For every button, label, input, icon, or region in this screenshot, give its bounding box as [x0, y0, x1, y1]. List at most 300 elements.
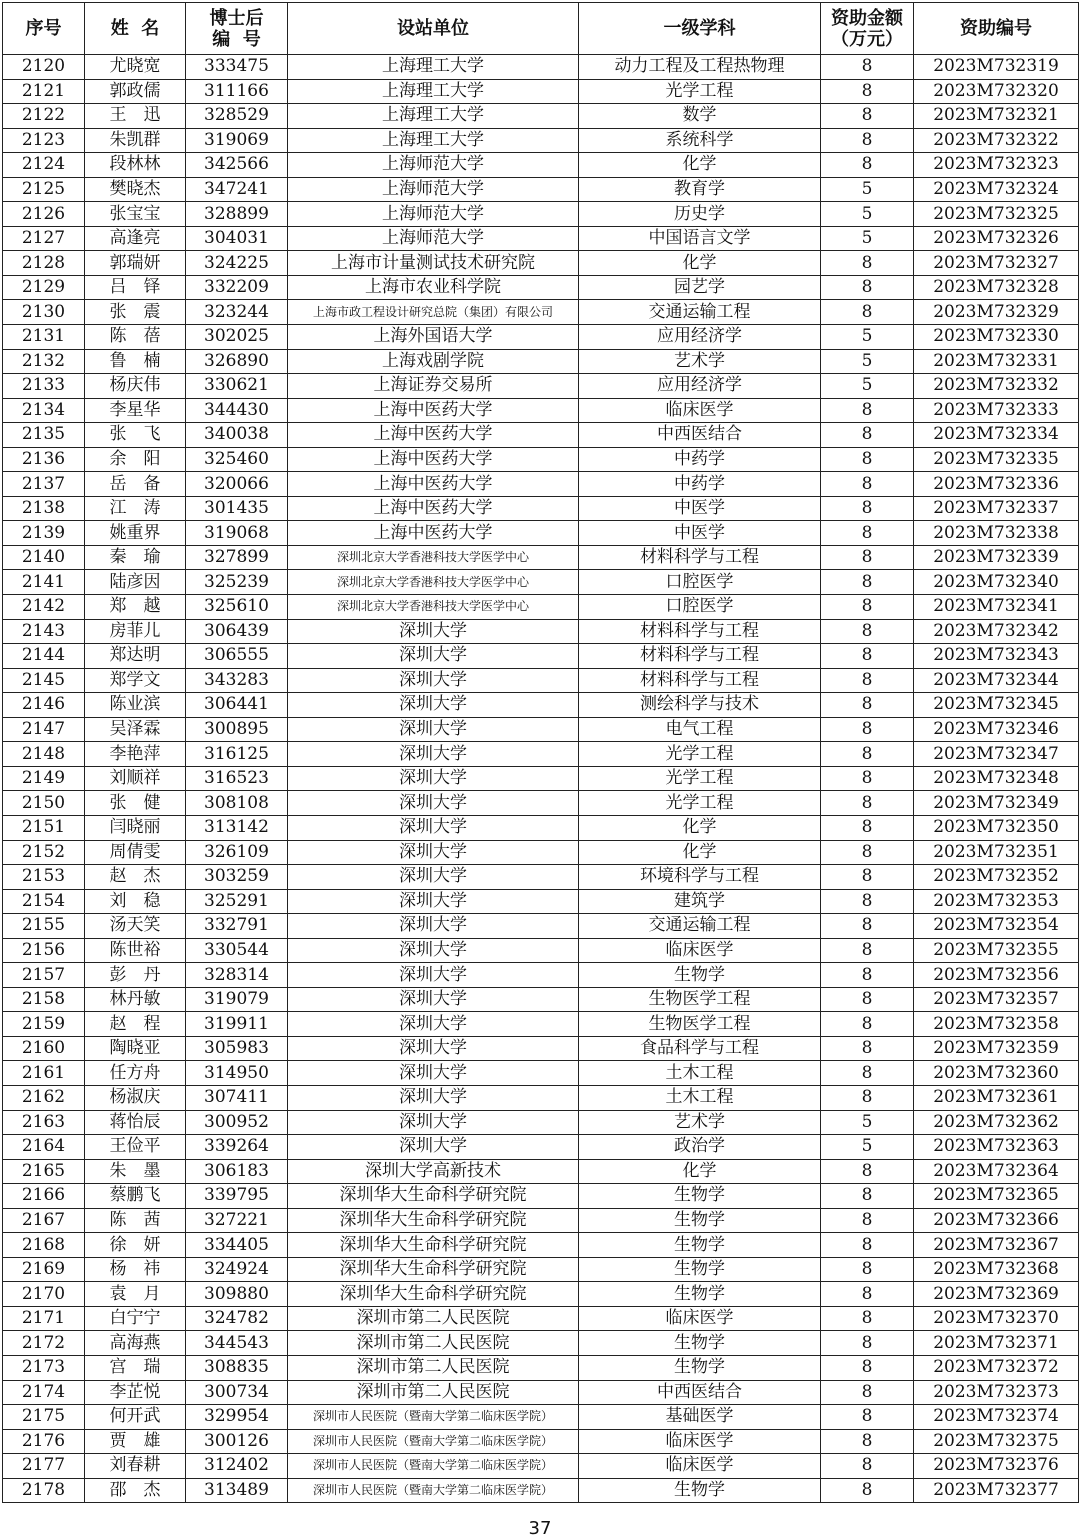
cell-unit: 上海理工大学: [288, 79, 579, 104]
table-row: [3, 815, 1079, 840]
cell-amount: 8: [821, 914, 914, 939]
cell-discipline: 光学工程: [579, 791, 821, 816]
cell-grant-no: 2023M732326: [914, 226, 1079, 251]
cell-name: 闫晓丽: [85, 815, 186, 840]
cell-postdoc-no: 339264: [186, 1135, 288, 1160]
cell-seq: 2172: [3, 1331, 85, 1356]
cell-grant-no: 2023M732348: [914, 766, 1079, 791]
cell-name: 袁 月: [85, 1282, 186, 1307]
cell-seq: 2138: [3, 496, 85, 521]
table-row: [3, 644, 1079, 669]
cell-seq: 2168: [3, 1233, 85, 1258]
cell-postdoc-no: 309880: [186, 1282, 288, 1307]
cell-grant-no: 2023M732327: [914, 251, 1079, 276]
cell-discipline: 生物医学工程: [579, 1012, 821, 1037]
cell-seq: 2149: [3, 766, 85, 791]
cell-name: 郑 越: [85, 595, 186, 620]
cell-grant-no: 2023M732321: [914, 104, 1079, 129]
cell-discipline: 环境科学与工程: [579, 865, 821, 890]
table-row: [3, 398, 1079, 423]
cell-grant-no: 2023M732371: [914, 1331, 1079, 1356]
cell-name: 李艳萍: [85, 742, 186, 767]
cell-amount: 8: [821, 1282, 914, 1307]
cell-unit: 深圳北京大学香港科技大学医学中心: [288, 545, 579, 570]
table-row: [3, 889, 1079, 914]
cell-grant-no: 2023M732367: [914, 1233, 1079, 1258]
cell-postdoc-no: 324225: [186, 251, 288, 276]
header-grant-no: 资助编号: [914, 3, 1079, 55]
table-row: [3, 1331, 1079, 1356]
cell-amount: 8: [821, 275, 914, 300]
cell-unit: 深圳大学高新技术: [288, 1159, 579, 1184]
cell-name: 鲁 楠: [85, 349, 186, 374]
cell-postdoc-no: 324782: [186, 1306, 288, 1331]
cell-postdoc-no: 325291: [186, 889, 288, 914]
table-row: [3, 1257, 1079, 1282]
table-row: [3, 275, 1079, 300]
cell-discipline: 土木工程: [579, 1061, 821, 1086]
cell-seq: 2150: [3, 791, 85, 816]
cell-unit: 上海中医药大学: [288, 423, 579, 448]
cell-grant-no: 2023M732374: [914, 1405, 1079, 1430]
cell-grant-no: 2023M732372: [914, 1355, 1079, 1380]
cell-discipline: 基础医学: [579, 1405, 821, 1430]
cell-postdoc-no: 300126: [186, 1429, 288, 1454]
cell-amount: 8: [821, 1331, 914, 1356]
cell-unit: 深圳华大生命科学研究院: [288, 1233, 579, 1258]
cell-amount: 8: [821, 1306, 914, 1331]
cell-seq: 2144: [3, 644, 85, 669]
cell-unit: 深圳大学: [288, 791, 579, 816]
cell-amount: 8: [821, 1012, 914, 1037]
cell-postdoc-no: 319911: [186, 1012, 288, 1037]
cell-discipline: 生物学: [579, 1478, 821, 1503]
cell-seq: 2129: [3, 275, 85, 300]
cell-unit: 深圳大学: [288, 840, 579, 865]
cell-name: 郑达明: [85, 644, 186, 669]
table-row: [3, 963, 1079, 988]
cell-postdoc-no: 308835: [186, 1355, 288, 1380]
cell-postdoc-no: 306555: [186, 644, 288, 669]
cell-amount: 8: [821, 693, 914, 718]
cell-discipline: 临床医学: [579, 1454, 821, 1479]
cell-amount: 8: [821, 1429, 914, 1454]
cell-seq: 2127: [3, 226, 85, 251]
cell-postdoc-no: 344430: [186, 398, 288, 423]
cell-discipline: 政治学: [579, 1135, 821, 1160]
table-row: [3, 202, 1079, 227]
cell-name: 任方舟: [85, 1061, 186, 1086]
table-row: [3, 1233, 1079, 1258]
cell-postdoc-no: 342566: [186, 153, 288, 178]
table-row: [3, 619, 1079, 644]
table-row: [3, 865, 1079, 890]
table-row: [3, 128, 1079, 153]
cell-discipline: 艺术学: [579, 349, 821, 374]
cell-discipline: 口腔医学: [579, 570, 821, 595]
cell-postdoc-no: 334405: [186, 1233, 288, 1258]
cell-grant-no: 2023M732356: [914, 963, 1079, 988]
cell-name: 林丹敏: [85, 987, 186, 1012]
cell-amount: 5: [821, 1135, 914, 1160]
cell-name: 郑学文: [85, 668, 186, 693]
cell-unit: 上海中医药大学: [288, 496, 579, 521]
cell-postdoc-no: 323244: [186, 300, 288, 325]
cell-discipline: 光学工程: [579, 79, 821, 104]
cell-amount: 8: [821, 496, 914, 521]
cell-name: 陆彦因: [85, 570, 186, 595]
cell-name: 赵 程: [85, 1012, 186, 1037]
cell-name: 张 健: [85, 791, 186, 816]
cell-amount: 8: [821, 766, 914, 791]
cell-name: 贾 雄: [85, 1429, 186, 1454]
cell-name: 杨庆伟: [85, 374, 186, 399]
header-name: 姓 名: [85, 3, 186, 55]
table-row: [3, 840, 1079, 865]
cell-discipline: 生物学: [579, 1257, 821, 1282]
cell-seq: 2165: [3, 1159, 85, 1184]
cell-grant-no: 2023M732344: [914, 668, 1079, 693]
cell-discipline: 化学: [579, 1159, 821, 1184]
cell-postdoc-no: 314950: [186, 1061, 288, 1086]
cell-discipline: 材料科学与工程: [579, 668, 821, 693]
cell-seq: 2121: [3, 79, 85, 104]
cell-discipline: 中西医结合: [579, 423, 821, 448]
table-row: [3, 521, 1079, 546]
cell-amount: 8: [821, 1355, 914, 1380]
cell-postdoc-no: 306183: [186, 1159, 288, 1184]
cell-unit: 上海师范大学: [288, 226, 579, 251]
cell-name: 杨 祎: [85, 1257, 186, 1282]
cell-discipline: 中药学: [579, 472, 821, 497]
cell-unit: 上海市计量测试技术研究院: [288, 251, 579, 276]
cell-grant-no: 2023M732323: [914, 153, 1079, 178]
cell-seq: 2156: [3, 938, 85, 963]
cell-postdoc-no: 347241: [186, 177, 288, 202]
table-row: [3, 104, 1079, 129]
table-row: [3, 349, 1079, 374]
table-row: [3, 570, 1079, 595]
cell-name: 宫 瑞: [85, 1355, 186, 1380]
cell-seq: 2143: [3, 619, 85, 644]
cell-postdoc-no: 333475: [186, 55, 288, 80]
cell-postdoc-no: 343283: [186, 668, 288, 693]
cell-seq: 2164: [3, 1135, 85, 1160]
cell-name: 汤天笑: [85, 914, 186, 939]
cell-unit: 深圳北京大学香港科技大学医学中心: [288, 595, 579, 620]
cell-seq: 2131: [3, 325, 85, 350]
cell-discipline: 口腔医学: [579, 595, 821, 620]
cell-unit: 上海理工大学: [288, 104, 579, 129]
cell-unit: 上海理工大学: [288, 128, 579, 153]
cell-seq: 2173: [3, 1355, 85, 1380]
cell-name: 李星华: [85, 398, 186, 423]
cell-unit: 上海师范大学: [288, 153, 579, 178]
cell-grant-no: 2023M732347: [914, 742, 1079, 767]
table-row: [3, 668, 1079, 693]
cell-postdoc-no: 320066: [186, 472, 288, 497]
cell-grant-no: 2023M732353: [914, 889, 1079, 914]
cell-name: 白宁宁: [85, 1306, 186, 1331]
cell-unit: 深圳华大生命科学研究院: [288, 1184, 579, 1209]
cell-seq: 2147: [3, 717, 85, 742]
cell-postdoc-no: 319068: [186, 521, 288, 546]
table-row: [3, 1208, 1079, 1233]
cell-discipline: 生物学: [579, 1355, 821, 1380]
cell-grant-no: 2023M732335: [914, 447, 1079, 472]
cell-unit: 上海理工大学: [288, 55, 579, 80]
cell-unit: 深圳大学: [288, 1085, 579, 1110]
table-row: [3, 1061, 1079, 1086]
cell-seq: 2155: [3, 914, 85, 939]
cell-postdoc-no: 313489: [186, 1478, 288, 1503]
cell-name: 王俭平: [85, 1135, 186, 1160]
cell-grant-no: 2023M732320: [914, 79, 1079, 104]
cell-postdoc-no: 316125: [186, 742, 288, 767]
cell-postdoc-no: 303259: [186, 865, 288, 890]
cell-postdoc-no: 328314: [186, 963, 288, 988]
cell-discipline: 系统科学: [579, 128, 821, 153]
cell-amount: 8: [821, 447, 914, 472]
cell-unit: 上海师范大学: [288, 202, 579, 227]
cell-amount: 5: [821, 325, 914, 350]
cell-grant-no: 2023M732345: [914, 693, 1079, 718]
cell-unit: 上海中医药大学: [288, 447, 579, 472]
table-row: [3, 742, 1079, 767]
cell-postdoc-no: 316523: [186, 766, 288, 791]
cell-grant-no: 2023M732366: [914, 1208, 1079, 1233]
cell-amount: 5: [821, 349, 914, 374]
cell-unit: 深圳市第二人民医院: [288, 1306, 579, 1331]
table-row: [3, 1110, 1079, 1135]
cell-name: 岳 备: [85, 472, 186, 497]
table-row: [3, 226, 1079, 251]
cell-seq: 2161: [3, 1061, 85, 1086]
cell-discipline: 中药学: [579, 447, 821, 472]
cell-postdoc-no: 304031: [186, 226, 288, 251]
funding-table: [2, 2, 1079, 1503]
cell-discipline: 建筑学: [579, 889, 821, 914]
cell-unit: 上海市农业科学院: [288, 275, 579, 300]
cell-seq: 2140: [3, 545, 85, 570]
cell-amount: 8: [821, 619, 914, 644]
cell-postdoc-no: 319079: [186, 987, 288, 1012]
cell-unit: 上海师范大学: [288, 177, 579, 202]
cell-amount: 8: [821, 987, 914, 1012]
table-row: [3, 423, 1079, 448]
cell-discipline: 艺术学: [579, 1110, 821, 1135]
cell-discipline: 教育学: [579, 177, 821, 202]
cell-discipline: 化学: [579, 815, 821, 840]
cell-amount: 8: [821, 1061, 914, 1086]
cell-name: 江 涛: [85, 496, 186, 521]
cell-postdoc-no: 325239: [186, 570, 288, 595]
cell-unit: 深圳大学: [288, 914, 579, 939]
cell-seq: 2124: [3, 153, 85, 178]
cell-grant-no: 2023M732360: [914, 1061, 1079, 1086]
cell-amount: 8: [821, 889, 914, 914]
cell-postdoc-no: 325460: [186, 447, 288, 472]
cell-amount: 5: [821, 177, 914, 202]
cell-unit: 深圳北京大学香港科技大学医学中心: [288, 570, 579, 595]
cell-grant-no: 2023M732362: [914, 1110, 1079, 1135]
table-row: [3, 251, 1079, 276]
cell-unit: 深圳大学: [288, 1110, 579, 1135]
cell-discipline: 园艺学: [579, 275, 821, 300]
cell-seq: 2170: [3, 1282, 85, 1307]
cell-unit: 深圳市第二人民医院: [288, 1355, 579, 1380]
cell-seq: 2125: [3, 177, 85, 202]
cell-discipline: 临床医学: [579, 938, 821, 963]
cell-unit: 上海戏剧学院: [288, 349, 579, 374]
cell-name: 陈世裕: [85, 938, 186, 963]
cell-postdoc-no: 325610: [186, 595, 288, 620]
cell-grant-no: 2023M732346: [914, 717, 1079, 742]
table-row: [3, 374, 1079, 399]
table-row: [3, 1012, 1079, 1037]
cell-amount: 8: [821, 1184, 914, 1209]
cell-seq: 2133: [3, 374, 85, 399]
cell-unit: 上海中医药大学: [288, 472, 579, 497]
cell-unit: 深圳大学: [288, 742, 579, 767]
cell-postdoc-no: 308108: [186, 791, 288, 816]
cell-amount: 8: [821, 300, 914, 325]
cell-discipline: 材料科学与工程: [579, 619, 821, 644]
cell-postdoc-no: 307411: [186, 1085, 288, 1110]
cell-amount: 8: [821, 521, 914, 546]
cell-seq: 2135: [3, 423, 85, 448]
cell-discipline: 交通运输工程: [579, 300, 821, 325]
header-discipline: 一级学科: [579, 3, 821, 55]
cell-grant-no: 2023M732319: [914, 55, 1079, 80]
cell-discipline: 历史学: [579, 202, 821, 227]
cell-postdoc-no: 340038: [186, 423, 288, 448]
table-row: [3, 300, 1079, 325]
cell-name: 刘春耕: [85, 1454, 186, 1479]
cell-postdoc-no: 319069: [186, 128, 288, 153]
cell-amount: 8: [821, 815, 914, 840]
cell-postdoc-no: 329954: [186, 1405, 288, 1430]
cell-discipline: 光学工程: [579, 742, 821, 767]
cell-amount: 5: [821, 1110, 914, 1135]
cell-name: 彭 丹: [85, 963, 186, 988]
cell-postdoc-no: 324924: [186, 1257, 288, 1282]
table-row: [3, 177, 1079, 202]
cell-grant-no: 2023M732363: [914, 1135, 1079, 1160]
cell-amount: 8: [821, 644, 914, 669]
cell-amount: 8: [821, 963, 914, 988]
cell-name: 何开武: [85, 1405, 186, 1430]
cell-postdoc-no: 301435: [186, 496, 288, 521]
cell-name: 朱 墨: [85, 1159, 186, 1184]
cell-amount: 5: [821, 226, 914, 251]
cell-discipline: 化学: [579, 840, 821, 865]
cell-amount: 8: [821, 104, 914, 129]
cell-grant-no: 2023M732339: [914, 545, 1079, 570]
cell-unit: 上海市政工程设计研究总院（集团）有限公司: [288, 300, 579, 325]
cell-seq: 2167: [3, 1208, 85, 1233]
cell-amount: 8: [821, 668, 914, 693]
cell-unit: 深圳大学: [288, 815, 579, 840]
cell-seq: 2160: [3, 1036, 85, 1061]
cell-grant-no: 2023M732376: [914, 1454, 1079, 1479]
cell-grant-no: 2023M732340: [914, 570, 1079, 595]
cell-grant-no: 2023M732377: [914, 1478, 1079, 1503]
cell-seq: 2151: [3, 815, 85, 840]
cell-grant-no: 2023M732328: [914, 275, 1079, 300]
cell-discipline: 光学工程: [579, 766, 821, 791]
cell-unit: 深圳大学: [288, 619, 579, 644]
cell-grant-no: 2023M732350: [914, 815, 1079, 840]
cell-discipline: 数学: [579, 104, 821, 129]
cell-discipline: 测绘科学与技术: [579, 693, 821, 718]
table-row: [3, 447, 1079, 472]
cell-grant-no: 2023M732368: [914, 1257, 1079, 1282]
table-row: [3, 595, 1079, 620]
cell-postdoc-no: 311166: [186, 79, 288, 104]
cell-postdoc-no: 327221: [186, 1208, 288, 1233]
cell-grant-no: 2023M732358: [914, 1012, 1079, 1037]
table-row: [3, 1405, 1079, 1430]
cell-name: 郭政儒: [85, 79, 186, 104]
cell-name: 王 迅: [85, 104, 186, 129]
cell-name: 张 飞: [85, 423, 186, 448]
page-number: 37: [528, 1518, 552, 1539]
cell-name: 余 阳: [85, 447, 186, 472]
cell-unit: 深圳大学: [288, 987, 579, 1012]
cell-seq: 2154: [3, 889, 85, 914]
cell-amount: 8: [821, 55, 914, 80]
cell-seq: 2166: [3, 1184, 85, 1209]
cell-amount: 8: [821, 791, 914, 816]
cell-unit: 深圳大学: [288, 938, 579, 963]
table-row: [3, 791, 1079, 816]
cell-seq: 2132: [3, 349, 85, 374]
cell-name: 高逢亮: [85, 226, 186, 251]
cell-amount: 8: [821, 1478, 914, 1503]
table-row: [3, 79, 1079, 104]
table-row: [3, 1478, 1079, 1503]
cell-unit: 深圳大学: [288, 1036, 579, 1061]
table-row: [3, 1085, 1079, 1110]
cell-unit: 深圳华大生命科学研究院: [288, 1282, 579, 1307]
cell-unit: 深圳大学: [288, 963, 579, 988]
table-row: [3, 1282, 1079, 1307]
table-row: [3, 1184, 1079, 1209]
cell-amount: 8: [821, 1036, 914, 1061]
table-row: [3, 987, 1079, 1012]
cell-discipline: 生物学: [579, 963, 821, 988]
cell-grant-no: 2023M732338: [914, 521, 1079, 546]
cell-postdoc-no: 339795: [186, 1184, 288, 1209]
header-amount: 资助金额 （万元）: [821, 3, 914, 55]
cell-seq: 2122: [3, 104, 85, 129]
cell-amount: 8: [821, 1405, 914, 1430]
cell-grant-no: 2023M732332: [914, 374, 1079, 399]
cell-unit: 深圳市人民医院（暨南大学第二临床医学院）: [288, 1405, 579, 1430]
cell-postdoc-no: 328529: [186, 104, 288, 129]
cell-grant-no: 2023M732341: [914, 595, 1079, 620]
cell-seq: 2163: [3, 1110, 85, 1135]
header-row: [3, 3, 1079, 55]
cell-name: 吕 铎: [85, 275, 186, 300]
cell-seq: 2139: [3, 521, 85, 546]
header-postdoc-no: 博士后 编 号: [186, 3, 288, 55]
cell-grant-no: 2023M732361: [914, 1085, 1079, 1110]
cell-grant-no: 2023M732336: [914, 472, 1079, 497]
cell-discipline: 应用经济学: [579, 325, 821, 350]
cell-postdoc-no: 328899: [186, 202, 288, 227]
